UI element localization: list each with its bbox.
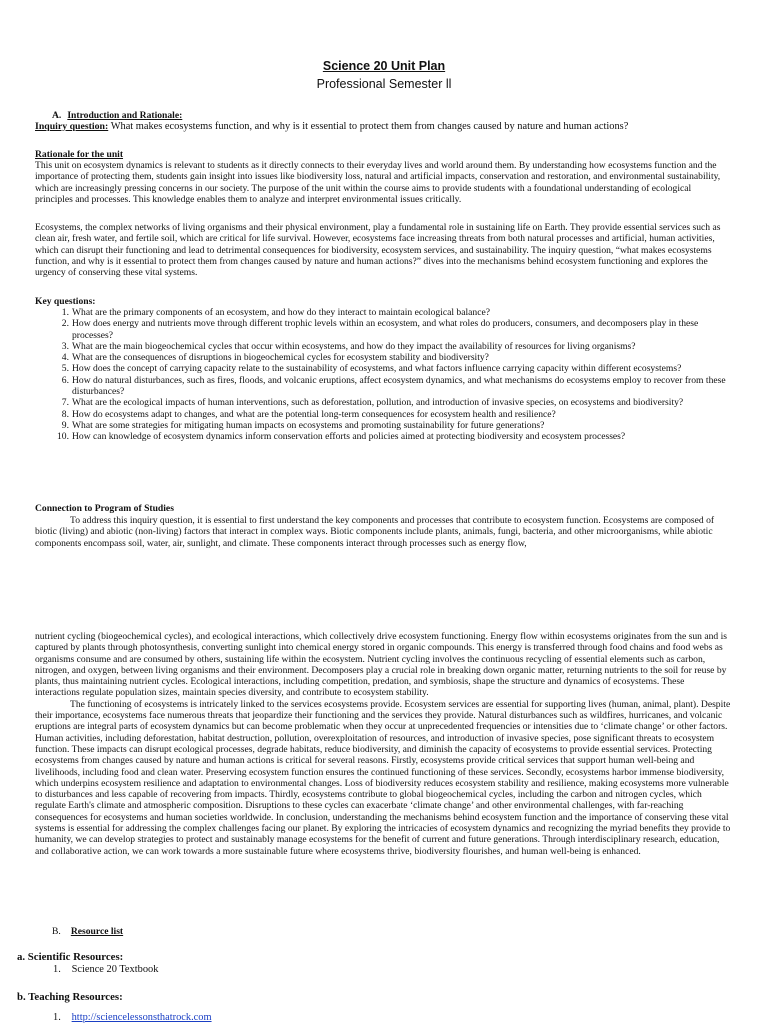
inquiry-question-text: What makes ecosystems function, and why is it essential to protect them from changes caused by nature and human actions? bbox=[110, 121, 629, 132]
list-item bbox=[35, 409, 731, 420]
list-item bbox=[35, 420, 731, 431]
list-item-text: What are the main biogeochemical cycles that occur within ecosystems, and how do they impact the availability of resources for living organisms? bbox=[72, 340, 636, 352]
list-item bbox=[35, 375, 731, 398]
inquiry-question bbox=[35, 121, 731, 132]
section-a-heading bbox=[35, 110, 748, 121]
connection-heading: Connection to Program of Studies bbox=[35, 503, 174, 514]
list-item-number: 5. bbox=[61, 363, 69, 375]
connection-paragraph-2: The functioning of ecosystems is intricately linked to the services ecosystems provide. Ecosystem services are essential for supporting lives (human, animal, plant). Despite their importance, ecosystems face numerous threats that jeopardize their functioning and the services they provide. Natural disturbances such as wildfires, hurricanes, and volcanic eruptions are integral parts of ecosystem dynamics but can become problematic when they occur at unprecedented frequencies or intensities due to ‘climate change’ or other factors. Human activities, including deforestation, habitat destruction, pollution, overexploitation of resources, and introduction of invasive species, pose significant threats to ecosystem function. These impacts can disrupt ecological processes, degrade habitats, reduce biodiversity, and diminish the capacity of ecosystems to provide essential services. Protecting ecosystems from changes caused by nature and human actions is critical for several reasons. Firstly, ecosystems provide critical services that support human well-being and livelihoods, including food and clean water. Preserving ecosystem function ensures the continued functioning of these services. Secondly, ecosystems harbor immense biodiversity, which underpins ecosystem resilience and adaptation to environmental changes. Loss of biodiversity reduces ecosystem stability and resilience, making ecosystems more vulnerable to disturbances and less capable of recovering from impacts. Thirdly, ecosystems contribute to global biogeochemical cycles, including the carbon and nitrogen cycles, which regulate Earth's climate and atmospheric composition. Disruptions to these cycles can exacerbate ‘climate change’ and other environmental challenges, with far-reaching consequences for ecosystems and human societies worldwide. In conclusion, understanding the mechanisms behind ecosystem function and the importance of conserving these vital systems is essential for addressing the complex challenges facing our planet. By exploring the intricacies of ecosystem dynamics and recognizing the myriad benefits they provide to humanity, we can develop strategies to protect and sustainably manage ecosystems for the benefit of current and future generations. Through interdisciplinary research, education, and collaborative action, we can work towards a more sustainable future where ecosystems thrive, biodiversity flourishes, and human well-being is enhanced. bbox=[35, 698, 731, 857]
key-questions-list bbox=[35, 307, 731, 443]
document-subtitle: Professional Semester ll bbox=[316, 77, 452, 91]
list-item-number: 7. bbox=[61, 397, 69, 409]
list-item-number: 10. bbox=[57, 431, 69, 443]
document-header bbox=[0, 58, 768, 93]
section-b-letter: B. bbox=[52, 926, 61, 937]
list-item-text: How can knowledge of ecosystem dynamics inform conservation efforts and policies aimed at protecting biodiversity and ecosystem processes? bbox=[72, 431, 626, 443]
list-item bbox=[35, 363, 731, 374]
section-a-title: Introduction and Rationale: bbox=[67, 110, 183, 121]
connection-continued bbox=[35, 631, 731, 857]
list-item bbox=[35, 352, 731, 363]
list-item-text: How does the concept of carrying capacity relate to the sustainability of ecosystems, and what factors influence carrying capacity within different ecosystems? bbox=[72, 363, 682, 375]
list-item bbox=[53, 1012, 212, 1024]
scientific-resources-heading: a. Scientific Resources: bbox=[17, 951, 124, 963]
list-item-number: 6. bbox=[61, 374, 69, 386]
list-item-number: 2. bbox=[61, 318, 69, 330]
list-item-text: What are the ecological impacts of human interventions, such as deforestation, pollution, and introduction of invasive species, on ecosystems and biodiversity? bbox=[72, 397, 684, 409]
connection-paragraph-1-continued: nutrient cycling (biogeochemical cycles), and ecological interactions, which collectively drive ecosystem functioning. Energy flow within ecosystems originates from the sun and is captured by plants through photosynthesis, converting sunlight into chemical energy stored in organic compounds. This energy is transferred through food chains and food webs as organisms consume and are consumed by others, sustaining life within the ecosystem. Nutrient cycling involves the continuous recycling of essential elements such as carbon, nitrogen, and oxygen, between living organisms and their environment. Decomposers play a crucial role in breaking down organic matter, returning nutrients to the soil for reuse by plants, thus maintaining nutrient cycles. Ecological interactions, including competition, predation, and symbiosis, shape the structure and dynamics of ecosystems. These interactions regulate population sizes, maintain species diversity, and contribute to ecosystem stability. bbox=[35, 631, 727, 699]
connection-paragraph-1: To address this inquiry question, it is essential to first understand the key components and processes that contribute to ecosystem function. Ecosystems are composed of biotic (living) and abiotic (non-living) factors that interact in complex ways. Biotic components include plants, animals, fungi, bacteria, and other microorganisms, while abiotic components encompass soil, water, air, sunlight, and climate. These components interact through processes such as energy flow, bbox=[35, 515, 715, 549]
rationale-paragraph-1: This unit on ecosystem dynamics is relevant to students as it directly connects to their everyday lives and world around them. By understanding how ecosystems function and the importance of protecting them, students gain insight into issues like biodiversity loss, natural and artificial impacts, conservation and restoration, and environmental sustainability, which are increasingly pressing concerns in our society. The purpose of the unit within the course aims to provide students with a foundational understanding of ecological principles and processes. This knowledge enables them to analyze and interpret environmental issues critically. bbox=[35, 160, 721, 205]
list-item-number: 1. bbox=[61, 307, 69, 318]
teaching-resource-link[interactable]: http://sciencelessonsthatrock.com bbox=[71, 1012, 212, 1023]
list-item-number: 1. bbox=[53, 1012, 61, 1023]
list-item-text: What are the consequences of disruptions in biogeochemical cycles for ecosystem stability and biodiversity? bbox=[72, 352, 489, 364]
list-item-text: Science 20 Textbook bbox=[71, 964, 159, 975]
list-item-number: 4. bbox=[61, 352, 69, 364]
list-item bbox=[35, 431, 731, 442]
list-item-text: How do natural disturbances, such as fires, floods, and volcanic eruptions, affect ecosystem dynamics, and what mechanisms do ecosystems employ to recover from these disturbances? bbox=[72, 374, 726, 398]
teaching-resources-heading: b. Teaching Resources: bbox=[17, 991, 123, 1003]
section-b-title: Resource list bbox=[70, 926, 124, 937]
list-item bbox=[35, 307, 731, 318]
list-item-text: What are some strategies for mitigating human impacts on ecosystems and promoting sustainability for future generations? bbox=[72, 419, 545, 431]
list-item-number: 1. bbox=[53, 964, 61, 975]
list-item bbox=[35, 397, 731, 408]
list-item bbox=[35, 341, 731, 352]
list-item-text: How does energy and nutrients move through different trophic levels within an ecosystem, and what roles do producers, consumers, and decomposers play in these processes? bbox=[72, 318, 699, 341]
list-item-number: 9. bbox=[61, 419, 69, 431]
list-item-text: How do ecosystems adapt to changes, and what are the potential long-term consequences for ecosystem health and resilience? bbox=[72, 408, 556, 420]
document-title: Science 20 Unit Plan bbox=[322, 59, 446, 73]
key-questions-heading: Key questions: bbox=[35, 296, 96, 307]
list-item-number: 3. bbox=[61, 340, 69, 352]
section-a-letter: A. bbox=[52, 110, 62, 121]
section-b-heading bbox=[35, 926, 748, 937]
rationale-paragraph-2: Ecosystems, the complex networks of living organisms and their physical environment, play a fundamental role in sustaining life on Earth. They provide essential services such as clean air, fresh water, and fertile soil, which are critical for life survival. However, ecosystems face increasing threats from both natural processes and artificial, human activities, which can disrupt their functioning and lead to detrimental consequences for biodiversity, ecosystem services, and sustainability. The inquiry question, “what makes ecosystems function, and why is it essential to protect them from changes caused by nature and human actions?” dives into the mechanisms behind ecosystem functioning and explores the urgency of conserving these vital systems. bbox=[35, 222, 721, 279]
list-item-text: What are the primary components of an ecosystem, and how do they interact to maintain ecological balance? bbox=[72, 307, 490, 318]
list-item bbox=[35, 318, 731, 341]
list-item-number: 8. bbox=[61, 408, 69, 420]
rationale-heading: Rationale for the unit bbox=[35, 149, 124, 160]
list-item bbox=[53, 964, 158, 976]
inquiry-question-label: Inquiry question: bbox=[35, 121, 109, 132]
